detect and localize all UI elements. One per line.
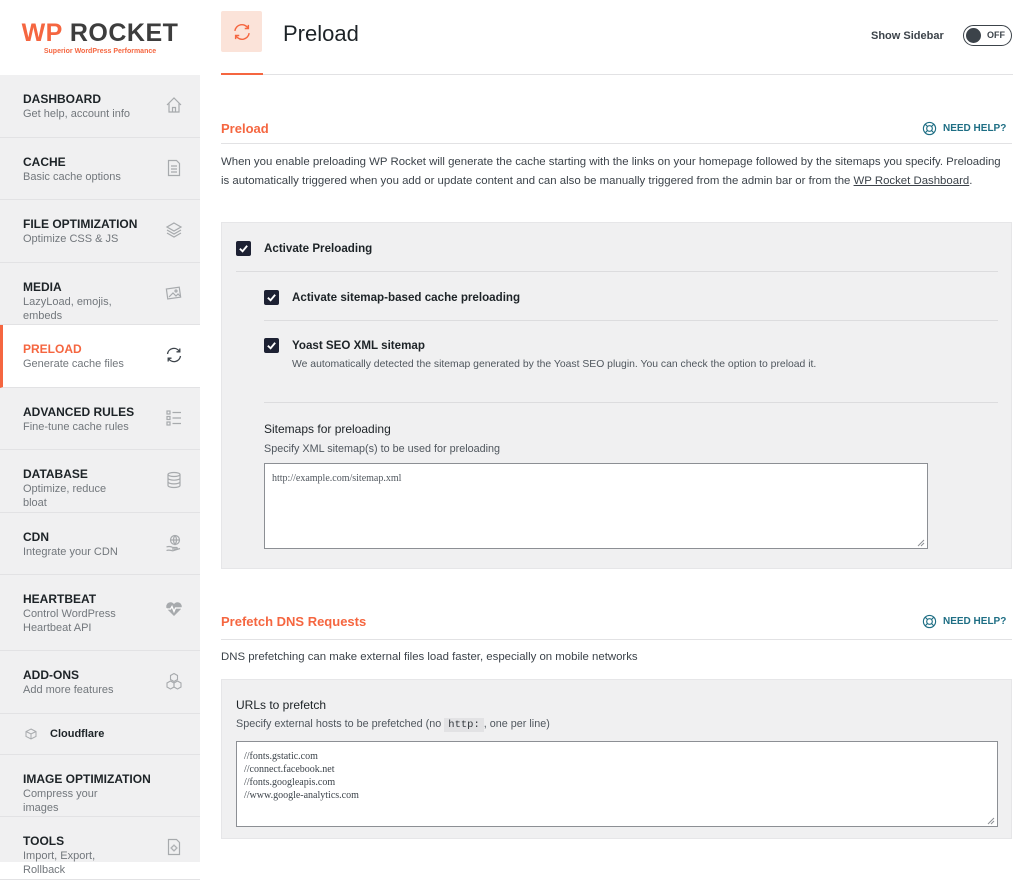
cdn-hand-icon — [164, 533, 184, 553]
sidebar-item-title: FILE OPTIMIZATION — [23, 217, 138, 231]
show-sidebar-toggle[interactable] — [963, 25, 1012, 46]
header-divider — [263, 74, 1013, 75]
sidebar-item-image-optimization[interactable] — [0, 755, 200, 818]
wp-rocket-logo[interactable] — [0, 0, 200, 75]
preload-need-help-link[interactable] — [922, 121, 1006, 136]
prefetch-urls-desc — [236, 718, 550, 731]
yoast-sitemap-desc: We automatically detected the sitemap generated by the Yoast SEO plugin. You can check the option to preload it. — [292, 359, 817, 370]
logo-tagline: Superior WordPress Performance — [43, 48, 157, 55]
sidebar-item-advanced-rules[interactable] — [0, 388, 200, 451]
checkmark-icon — [266, 340, 277, 351]
preload-description-text: When you enable preloading WP Rocket will generate the cache starting with the links on your homepage followed by the sitemaps you specify. Preloading is automatically triggered when you add or update content and can also be manually triggered from the admin bar or from the — [221, 156, 1001, 187]
sidebar-item-title: PRELOAD — [23, 342, 82, 356]
prefetch-need-help-link[interactable] — [922, 614, 1006, 629]
sidebar-subitem-cloudflare[interactable] — [0, 714, 200, 755]
sidebar-item-title: MEDIA — [23, 279, 62, 294]
home-icon — [164, 95, 184, 115]
sidebar-item-title: DATABASE — [23, 467, 88, 481]
logo-rocket: ROCKET — [62, 19, 179, 47]
sidebar-item-preload[interactable] — [0, 325, 200, 388]
sitemap-preloading-label: Activate sitemap-based cache preloading — [292, 291, 521, 304]
prefetch-description: DNS prefetching can make external files load faster, especially on mobile networks — [221, 651, 638, 663]
preload-description — [221, 153, 1006, 191]
prefetch-urls-textarea[interactable]: //fonts.gstatic.com //connect.facebook.net //fonts.googleapis.com //www.google-analytics.com — [236, 741, 998, 827]
sidebar-item-cdn[interactable] — [0, 513, 200, 576]
sidebar-item-title: CACHE — [23, 154, 66, 169]
sidebar-item-title: ADD-ONS — [23, 668, 79, 682]
refresh-icon — [231, 21, 253, 43]
sidebar-item-title: IMAGE OPTIMIZATION — [23, 771, 151, 786]
header-underline — [221, 73, 263, 75]
sidebar-item-desc: Control WordPress Heartbeat API — [23, 608, 116, 634]
yoast-sitemap-row — [264, 338, 816, 370]
sidebar-item-desc: Optimize, reduce bloat — [23, 483, 107, 509]
sidebar-item-database[interactable] — [0, 450, 200, 513]
layers-icon — [164, 220, 184, 240]
logo-wp: WP — [21, 19, 63, 47]
lifebuoy-icon — [922, 614, 937, 629]
sidebar-item-desc: LazyLoad, emojis, embeds — [23, 295, 112, 322]
sidebar-item-desc: Import, Export, Rollback — [23, 850, 96, 876]
sidebar — [0, 0, 200, 876]
panel-divider — [264, 320, 998, 321]
sidebar-item-title: CDN — [23, 529, 49, 544]
document-icon — [164, 158, 184, 178]
sidebar-item-media[interactable] — [0, 263, 200, 326]
sidebar-item-desc: Compress your images — [23, 787, 98, 814]
sidebar-item-add-ons[interactable] — [0, 651, 200, 714]
sitemaps-textarea[interactable]: http://example.com/sitemap.xml — [264, 463, 928, 549]
preload-options-panel — [221, 222, 1012, 569]
list-icon — [164, 408, 184, 428]
need-help-label: NEED HELP? — [943, 123, 1007, 134]
sidebar-subitem-label: Cloudflare — [50, 727, 105, 740]
lifebuoy-icon — [922, 121, 937, 136]
sidebar-item-title: TOOLS — [23, 834, 65, 848]
preload-description-suffix: . — [969, 175, 973, 187]
sidebar-item-title: HEARTBEAT — [23, 592, 97, 606]
toggle-state: OFF — [987, 30, 1005, 40]
prefetch-urls-title: URLs to prefetch — [236, 698, 327, 712]
sidebar-item-desc: Get help, account info — [23, 108, 131, 120]
tools-file-icon — [164, 837, 184, 857]
sitemap-preloading-checkbox[interactable] — [264, 290, 279, 305]
sidebar-item-desc: Generate cache files — [23, 358, 124, 370]
sidebar-item-cache[interactable] — [0, 138, 200, 201]
resize-grip-icon[interactable] — [917, 539, 925, 547]
yoast-sitemap-text — [292, 338, 816, 370]
activate-preloading-row — [236, 241, 372, 256]
preload-section-divider — [221, 143, 1012, 144]
panel-divider — [264, 402, 998, 403]
sidebar-item-desc: Integrate your CDN — [23, 545, 118, 558]
show-sidebar-label: Show Sidebar — [871, 30, 944, 42]
urls-desc-code: http: — [444, 718, 484, 732]
page-title: Preload — [283, 21, 359, 46]
logo-title — [22, 20, 179, 46]
prefetch-section-title: Prefetch DNS Requests — [221, 614, 367, 629]
images-icon — [164, 283, 184, 303]
cube-icon — [25, 728, 37, 740]
wp-rocket-dashboard-link[interactable]: WP Rocket Dashboard — [853, 175, 970, 187]
sidebar-item-heartbeat[interactable] — [0, 575, 200, 651]
urls-desc-pre: Specify external hosts to be prefetched (no — [236, 718, 445, 730]
sitemap-preloading-row — [264, 290, 520, 305]
cubes-icon — [164, 671, 184, 691]
urls-desc-post: , one per line) — [483, 718, 550, 730]
sidebar-item-desc: Add more features — [23, 684, 114, 696]
sidebar-item-title: ADVANCED RULES — [23, 404, 135, 419]
sitemaps-title: Sitemaps for preloading — [264, 422, 391, 436]
activate-preloading-checkbox[interactable] — [236, 241, 251, 256]
sidebar-item-desc: Basic cache options — [23, 170, 121, 183]
need-help-label: NEED HELP? — [943, 616, 1007, 627]
panel-divider — [236, 271, 998, 272]
database-icon — [164, 470, 184, 490]
sidebar-item-desc: Fine-tune cache rules — [23, 420, 129, 433]
yoast-sitemap-checkbox[interactable] — [264, 338, 279, 353]
sidebar-item-dashboard[interactable] — [0, 75, 200, 138]
sidebar-item-title: DASHBOARD — [23, 92, 101, 106]
sidebar-item-file-optimization[interactable] — [0, 200, 200, 263]
checkmark-icon — [266, 292, 277, 303]
toggle-knob — [966, 28, 981, 43]
page-icon-box — [221, 11, 262, 52]
prefetch-options-panel — [221, 679, 1012, 839]
refresh-icon — [164, 345, 184, 365]
sidebar-item-desc: Optimize CSS & JS — [23, 233, 119, 245]
checkmark-icon — [238, 243, 249, 254]
heartbeat-icon — [164, 599, 184, 619]
yoast-sitemap-label: Yoast SEO XML sitemap — [292, 339, 425, 352]
resize-grip-icon[interactable] — [987, 817, 995, 825]
preload-section-title: Preload — [221, 121, 269, 136]
sidebar-item-tools[interactable] — [0, 817, 200, 880]
prefetch-section-divider — [221, 639, 1012, 640]
sitemaps-desc: Specify XML sitemap(s) to be used for preloading — [264, 443, 501, 455]
activate-preloading-label: Activate Preloading — [264, 242, 373, 255]
